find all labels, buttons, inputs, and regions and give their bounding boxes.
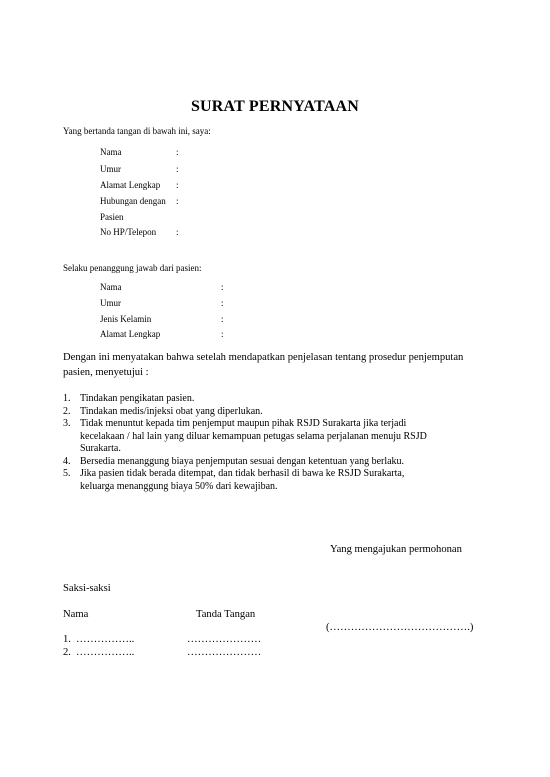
list-line: Surakarta. <box>80 443 121 454</box>
agreement-list <box>63 393 483 493</box>
document-title: SURAT PERNYATAAN <box>190 98 360 115</box>
field-label-telepon: No HP/Telepon <box>100 227 157 237</box>
list-item <box>63 406 483 419</box>
field-colon: : <box>221 329 224 339</box>
list-line: Tindakan pengikatan pasien. <box>80 393 195 404</box>
witness-name-blank: …………….. <box>76 634 135 645</box>
list-number: 3. <box>63 418 71 429</box>
field-colon: : <box>221 298 224 308</box>
field-label-nama: Nama <box>100 147 122 157</box>
witness-name-blank: …………….. <box>76 647 135 658</box>
field-label-alamat: Alamat Lengkap <box>100 329 161 339</box>
witness-col-name: Nama <box>63 609 89 620</box>
list-line: keluarga menanggung biaya 50% dari kewajiban. <box>80 480 278 492</box>
field-colon: : <box>176 196 179 206</box>
field-colon: : <box>176 147 179 157</box>
statement-line-2: pasien, menyetujui : <box>63 367 149 378</box>
list-line: Tidak menuntut kepada tim penjemput maupun pihak RSJD Surakarta jika terjadi <box>80 418 407 429</box>
field-label-nama: Nama <box>100 282 122 292</box>
field-label-jenis-kelamin: Jenis Kelamin <box>100 314 152 324</box>
guarantor-intro: Selaku penanggung jawab dari pasien: <box>63 263 202 273</box>
witness-heading: Saksi-saksi <box>63 583 111 594</box>
list-item <box>63 393 483 406</box>
list-number: 1. <box>63 393 71 404</box>
field-label-umur: Umur <box>100 164 121 174</box>
list-item <box>63 456 483 469</box>
field-label-hubungan: Hubungan dengan <box>100 196 166 206</box>
list-number: 2. <box>63 405 71 417</box>
field-colon: : <box>176 164 179 174</box>
list-number: 4. <box>63 455 71 467</box>
field-label-pasien: Pasien <box>100 212 124 222</box>
list-line: Jika pasien tidak berada ditempat, dan tidak berhasil di bawa ke RSJD Surakarta, <box>80 468 405 479</box>
field-label-alamat: Alamat Lengkap <box>100 180 161 190</box>
list-line: kecelakaan / hal lain yang diluar kemampuan petugas selama perjalanan menuju RSJD <box>80 430 427 442</box>
applicant-label: Yang mengajukan permohonan <box>330 544 462 555</box>
witness-number: 1. <box>63 634 71 645</box>
field-colon: : <box>176 180 179 190</box>
list-number: 5. <box>63 468 71 479</box>
field-label-umur: Umur <box>100 298 121 308</box>
witness-sign-blank: ………………… <box>187 647 262 658</box>
witness-sign-blank: ………………… <box>187 634 262 645</box>
list-line: Tindakan medis/injeksi obat yang diperlukan. <box>80 405 263 417</box>
list-item <box>63 468 483 493</box>
witness-col-sign: Tanda Tangan <box>196 609 256 620</box>
list-item <box>63 418 483 456</box>
intro-text: Yang bertanda tangan di bawah ini, saya: <box>63 126 211 136</box>
list-line: Bersedia menanggung biaya penjemputan sesuai dengan ketentuan yang berlaku. <box>80 455 405 467</box>
statement-line-1: Dengan ini menyatakan bahwa setelah mendapatkan penjelasan tentang prosedur penjemputan <box>63 352 464 363</box>
witness-number: 2. <box>63 647 71 658</box>
field-colon: : <box>221 314 224 324</box>
field-colon: : <box>176 227 179 237</box>
field-colon: : <box>221 282 224 292</box>
applicant-signature-line: (………………………………….) <box>326 622 474 633</box>
